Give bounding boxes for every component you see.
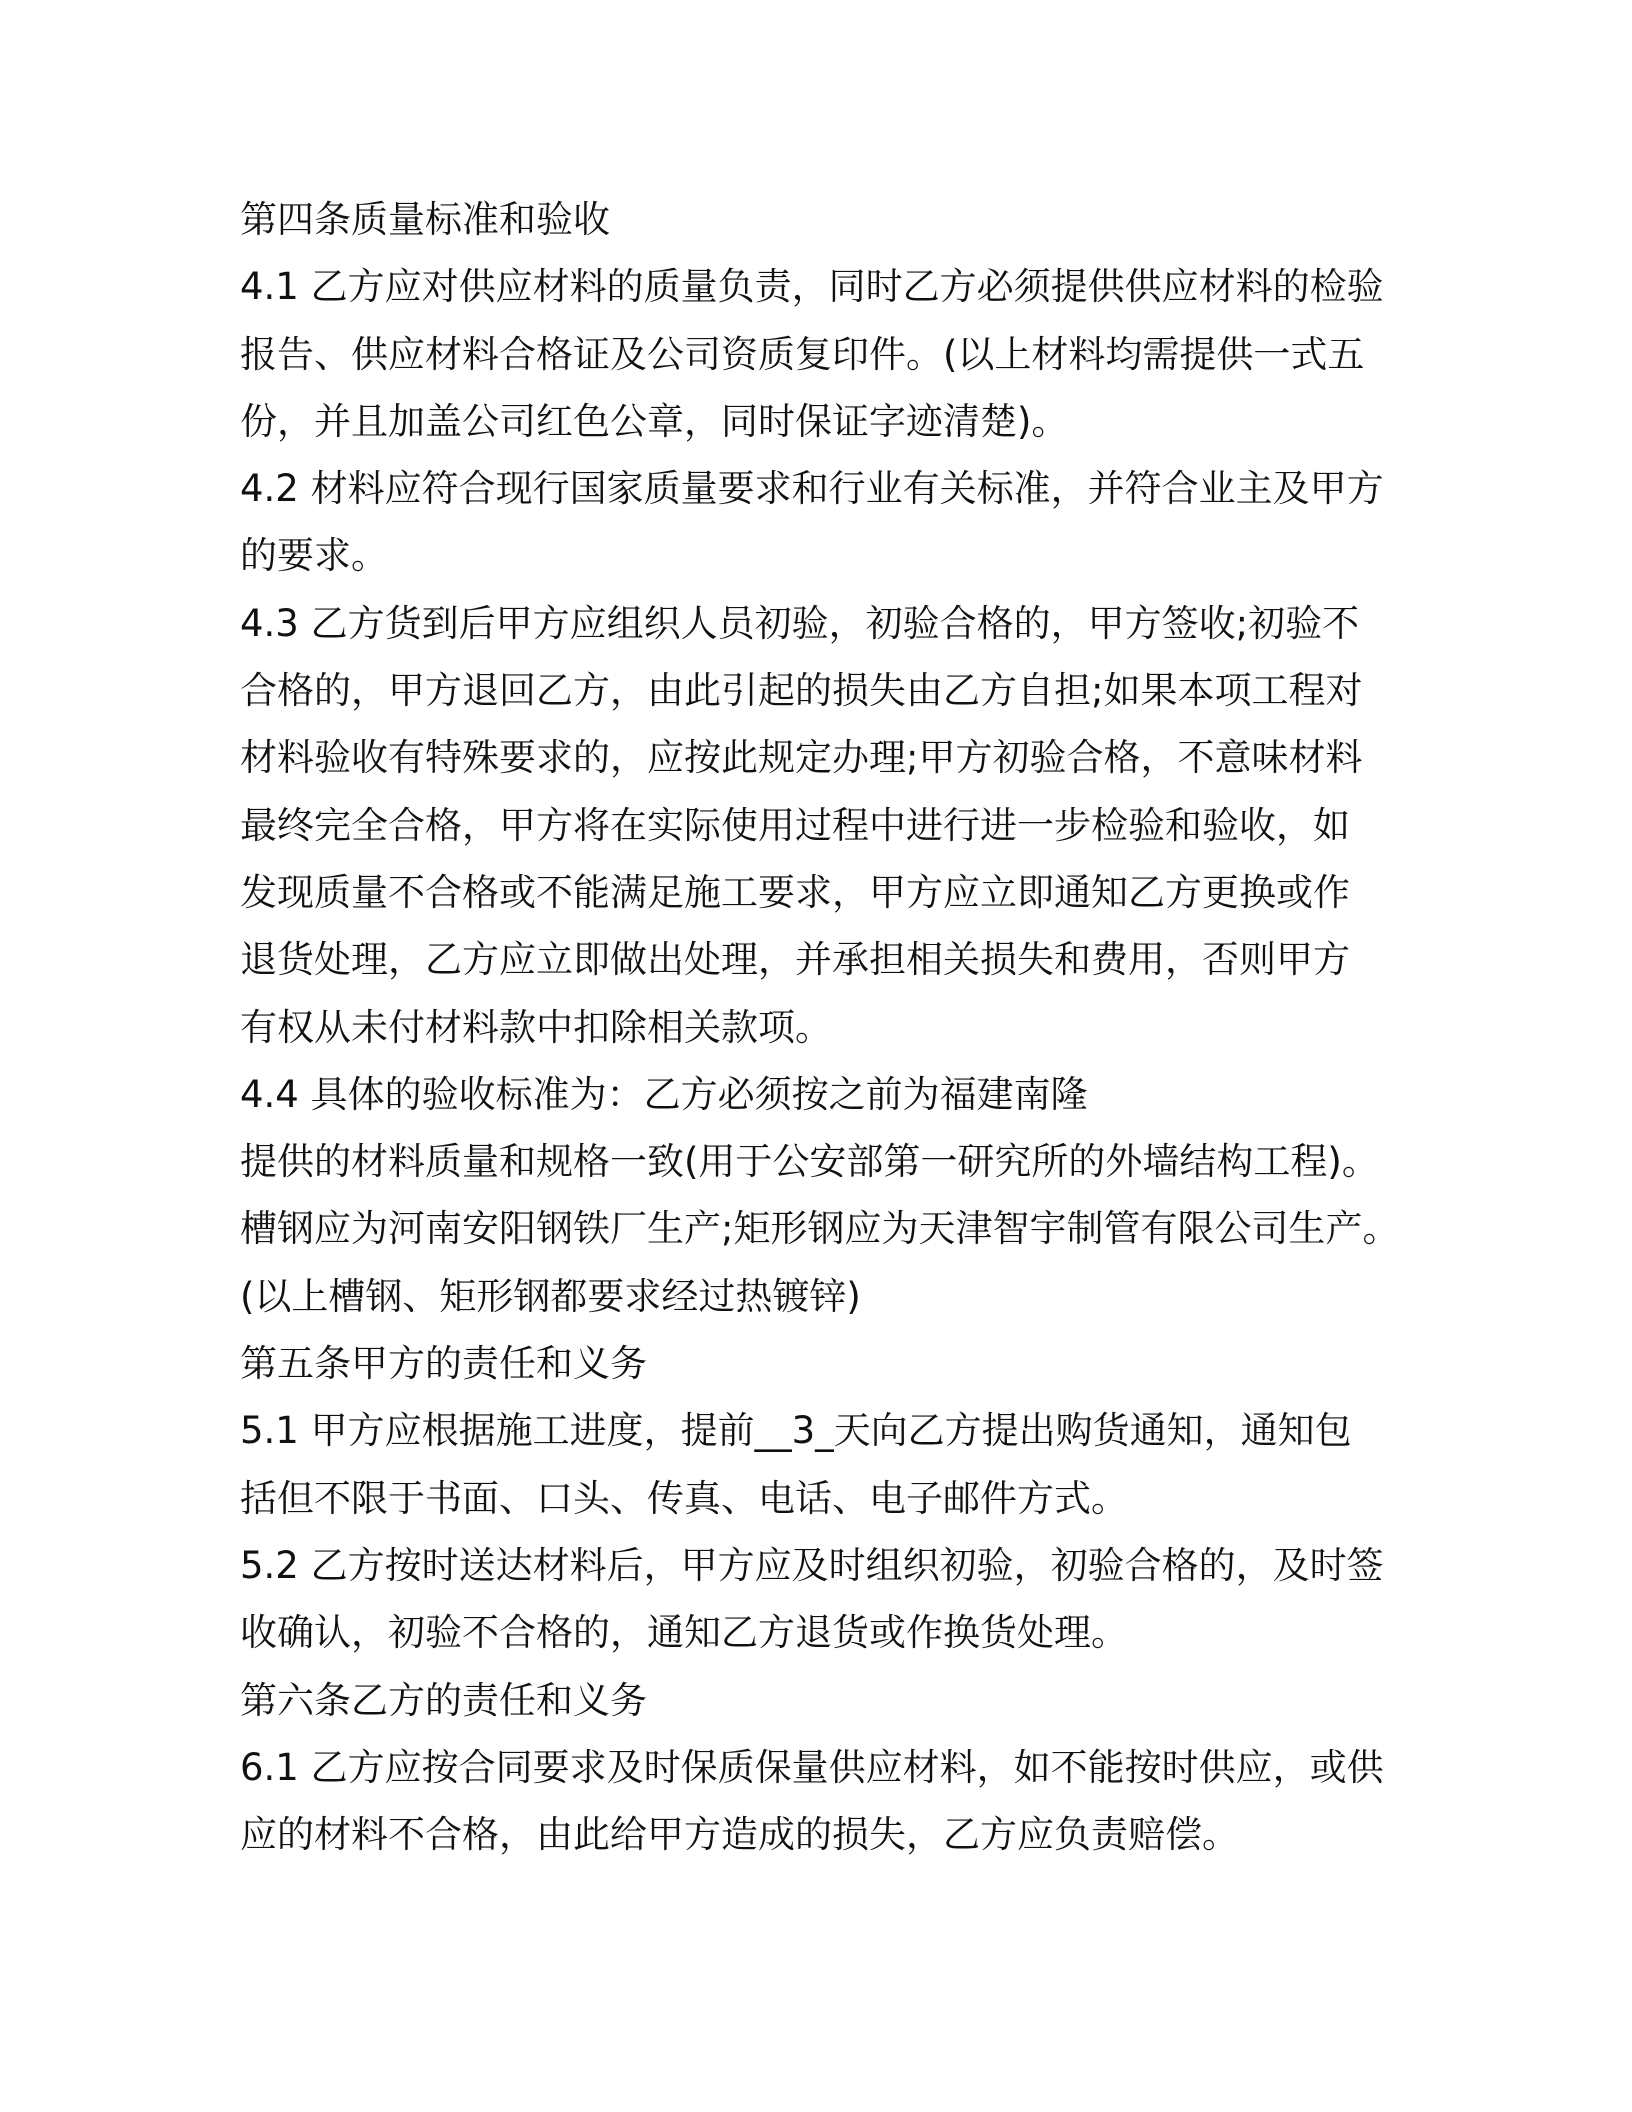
clause-4-2-line-1: 4.2 材料应符合现行国家质量要求和行业有关标准，并符合业主及甲方 [240,467,1384,511]
clause-4-3-line-2: 合格的，甲方退回乙方，由此引起的损失由乙方自担;如果本项工程对 [240,669,1363,713]
section-heading-5: 第五条甲方的责任和义务 [240,1342,647,1386]
clause-6-1-line-2: 应的材料不合格，由此给甲方造成的损失，乙方应负责赔偿。 [240,1813,1239,1857]
clause-4-4-line-2: 提供的材料质量和规格一致(用于公安部第一研究所的外墙结构工程)。 [240,1140,1379,1184]
clause-4-3-line-1: 4.3 乙方货到后甲方应组织人员初验，初验合格的，甲方签收;初验不 [240,601,1360,645]
clause-4-1-line-3: 份，并且加盖公司红色公章，同时保证字迹清楚)。 [240,399,1069,443]
section-heading-6: 第六条乙方的责任和义务 [240,1678,647,1722]
clause-4-3-line-7: 有权从未付材料款中扣除相关款项。 [240,1005,832,1049]
section-heading-4: 第四条质量标准和验收 [240,198,610,241]
clause-6-1-line-1: 6.1 乙方应按合同要求及时保质保量供应材料，如不能按时供应，或供 [240,1745,1384,1789]
clause-4-3-line-3: 材料验收有特殊要求的，应按此规定办理;甲方初验合格，不意味材料 [240,736,1363,780]
clause-4-3-line-6: 退货处理，乙方应立即做出处理，并承担相关损失和费用，否则甲方 [240,938,1350,982]
clause-4-3-line-4: 最终完全合格，甲方将在实际使用过程中进行进一步检验和验收，如 [240,803,1350,847]
clause-4-1-line-2: 报告、供应材料合格证及公司资质复印件。(以上材料均需提供一式五 [240,332,1365,376]
clause-5-2-line-1: 5.2 乙方按时送达材料后，甲方应及时组织初验，初验合格的，及时签 [240,1543,1384,1587]
document-body [240,186,1400,1868]
clause-5-2-line-2: 收确认，初验不合格的，通知乙方退货或作换货处理。 [240,1611,1128,1655]
clause-4-4-line-3: 槽钢应为河南安阳钢铁厂生产;矩形钢应为天津智宇制管有限公司生产。 [240,1207,1400,1251]
clause-4-3-line-5: 发现质量不合格或不能满足施工要求，甲方应立即通知乙方更换或作 [240,870,1350,914]
clause-5-1-line-1: 5.1 甲方应根据施工进度，提前__3_天向乙方提出购货通知，通知包 [240,1409,1352,1453]
clause-4-4-line-4: (以上槽钢、矩形钢都要求经过热镀锌) [240,1274,861,1318]
clause-5-1-line-2: 括但不限于书面、口头、传真、电话、电子邮件方式。 [240,1476,1128,1520]
clause-4-2-line-2: 的要求。 [240,534,388,578]
clause-4-1-line-1: 4.1 乙方应对供应材料的质量负责，同时乙方必须提供供应材料的检验 [240,265,1384,309]
clause-4-4-line-1: 4.4 具体的验收标准为：乙方必须按之前为福建南隆 [240,1072,1088,1116]
